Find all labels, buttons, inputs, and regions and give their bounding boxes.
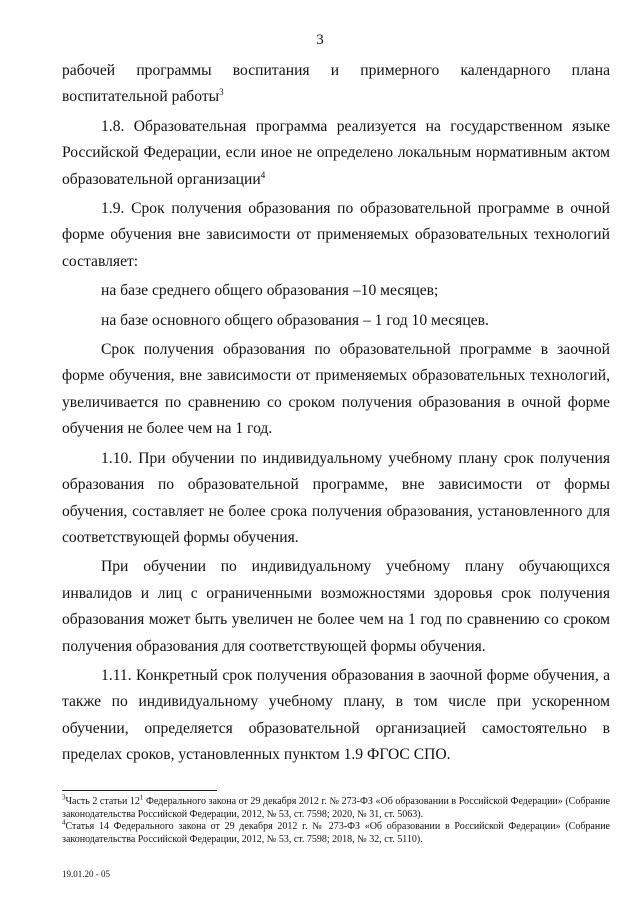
footnote-ref-4: 4 <box>260 169 266 180</box>
document-body <box>62 58 610 769</box>
paragraph-term-secondary: на базе среднего общего образования –10 месяцев; <box>101 282 439 300</box>
paragraph-1-11: 1.11. Конкретный срок получения образования в заочной форме обучения, а также по индивидуальному учебному плану, в том числе при ускоренном обучении, определяется образовательной организацией самостоятельно в пределах сроков, установленных пунктом 1.9 ФГОС СПО. <box>62 666 610 764</box>
footnote-divider <box>62 790 217 791</box>
paragraph-1-10: 1.10. При обучении по индивидуальному учебному плану срок получения образования по образовательной программе, вне зависимости от формы обучения, составляет не более срока получения образования, установленного для соответствующей формы обучения. <box>62 449 610 546</box>
page-number: 3 <box>316 32 324 48</box>
paragraph-correspondence: Срок получения образования по образовательной программе в заочной форме обучения, вне зависимости от применяемых образовательных технологий, увеличивается по сравнению со сроком получения образования в очной форме обучения не более чем на 1 год. <box>62 341 610 438</box>
footnotes <box>62 793 610 846</box>
paragraph-1-9: 1.9. Срок получения образования по образовательной программе в очной форме обучения вне зависимости от применяемых образовательных технологий составляет: <box>62 200 610 270</box>
paragraph-1-8: 1.8. Образовательная программа реализуется на государственном языке Российской Федерации, если иное не определено локальным нормативным актом образовательной организации$^4$ <box>62 117 610 188</box>
footnote-4: $^4$Статья 14 Федерального закона от 29 декабря 2012 г. № 273-ФЗ «Об образовании в Российской Федерации» (Собрание законодательства Российской Федерации, 2012, № 53, ст. 7598; 2018, № 32, ст. 5110). <box>62 818 610 845</box>
footnote-3: $^3$Часть 2 статьи $12^1$ Федерального закона от 29 декабря 2012 г. № 273-ФЗ «Об образовании в Российской Федерации» (Собрание законодательства Российской Федерации, 2012, № 53, ст. 7598; 2020, № 31, ст. 5063). <box>62 793 610 820</box>
footnote-ref-3: 3 <box>219 87 224 98</box>
footnote-mark: 3 <box>62 793 66 802</box>
document-code: 19.01.20 - 05 <box>62 869 110 879</box>
paragraph-disabilities: При обучении по индивидуальному учебному плану обучающихся инвалидов и лиц с ограниченными возможностями здоровья срок получения образования может быть увеличен не более чем на 1 год по сравнению со сроком получения образования для соответствующей формы обучения. <box>62 558 610 655</box>
paragraph-continuation: рабочей программы воспитания и примерного календарного плана воспитательной работы$^3$ <box>62 62 610 106</box>
footnote-mark: 4 <box>62 818 66 827</box>
paragraph-term-basic: на базе основного общего образования – 1 год 10 месяцев. <box>101 311 489 329</box>
